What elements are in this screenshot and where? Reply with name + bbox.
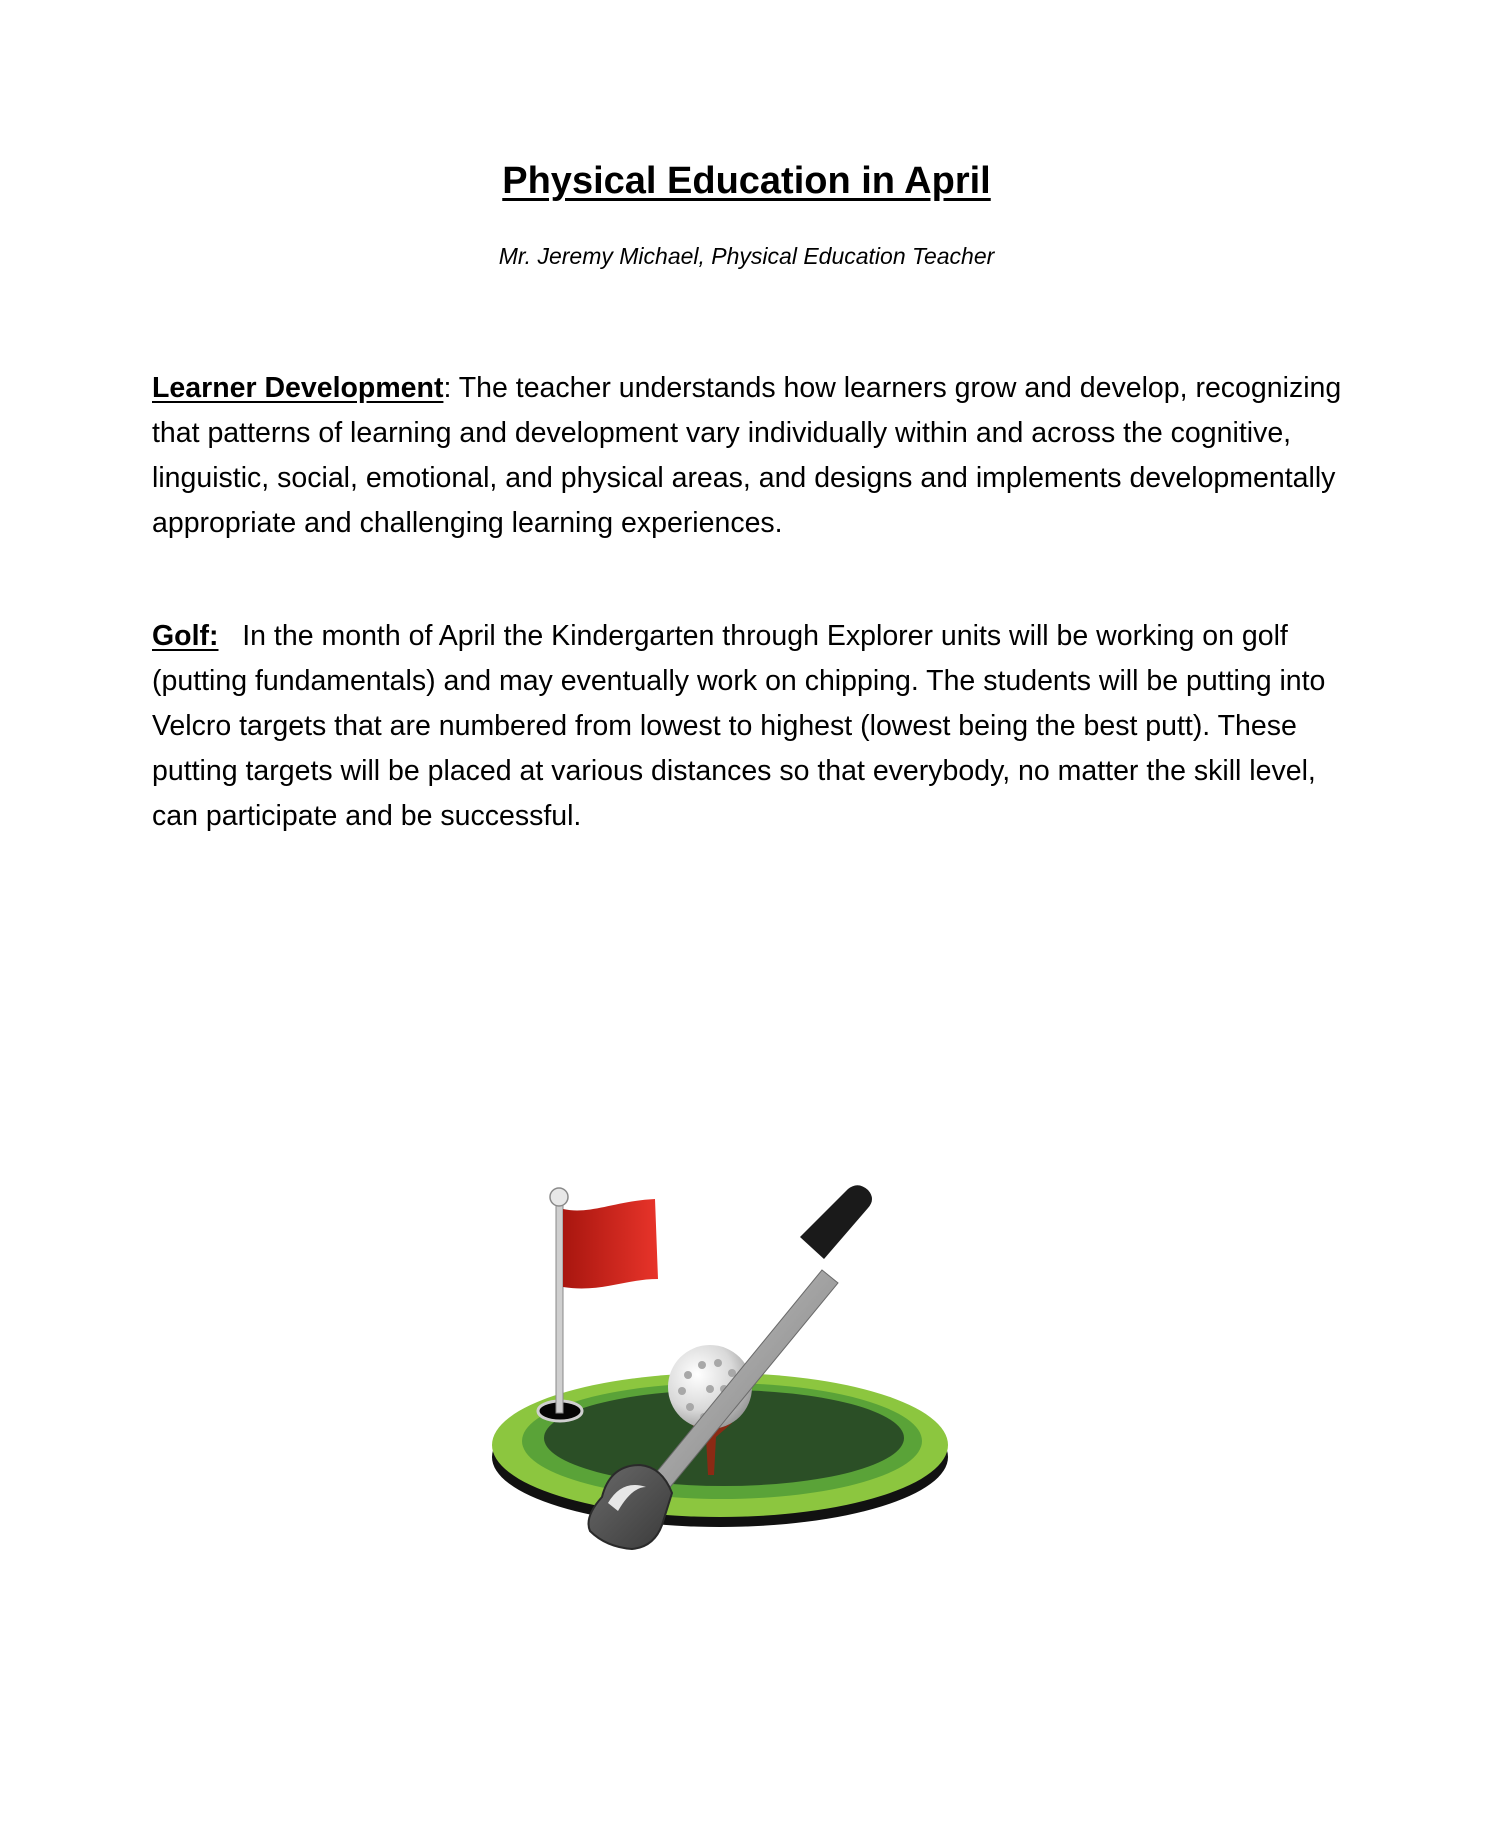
- learner-development-paragraph: [152, 366, 1342, 546]
- page-title: Physical Education in April: [502, 160, 991, 202]
- term-separator: [218, 620, 242, 652]
- learner-development-text: The teacher understands how learners grow and develop, recognizing that patterns of learning and development vary individually within and across the cognitive, linguistic, social, emotional, and physical areas, and designs and implements developmentally appropriate and challenging learning experiences.: [152, 372, 1342, 539]
- golf-text: In the month of April the Kindergarten through Explorer units will be working on golf (putting fundamentals) and may eventually work on chipping. The students will be putting into Velcro targets that are numbered from lowest to highest (lowest being the best putt). These putting targets will be placed at various distances so that everybody, no matter the skill level, can participate and be successful.: [152, 620, 1326, 832]
- club-grip: [800, 1185, 872, 1259]
- learner-development-term: Learner Development: [152, 372, 444, 404]
- author-line: Mr. Jeremy Michael, Physical Education Teacher: [498, 243, 995, 269]
- term-separator: :: [443, 372, 459, 404]
- golf-paragraph: [152, 614, 1342, 839]
- flag: [563, 1199, 658, 1288]
- golf-green-icon: [440, 1175, 1000, 1575]
- flagpole-top: [550, 1188, 568, 1206]
- flagpole: [556, 1197, 563, 1413]
- golf-term: Golf:: [152, 620, 219, 652]
